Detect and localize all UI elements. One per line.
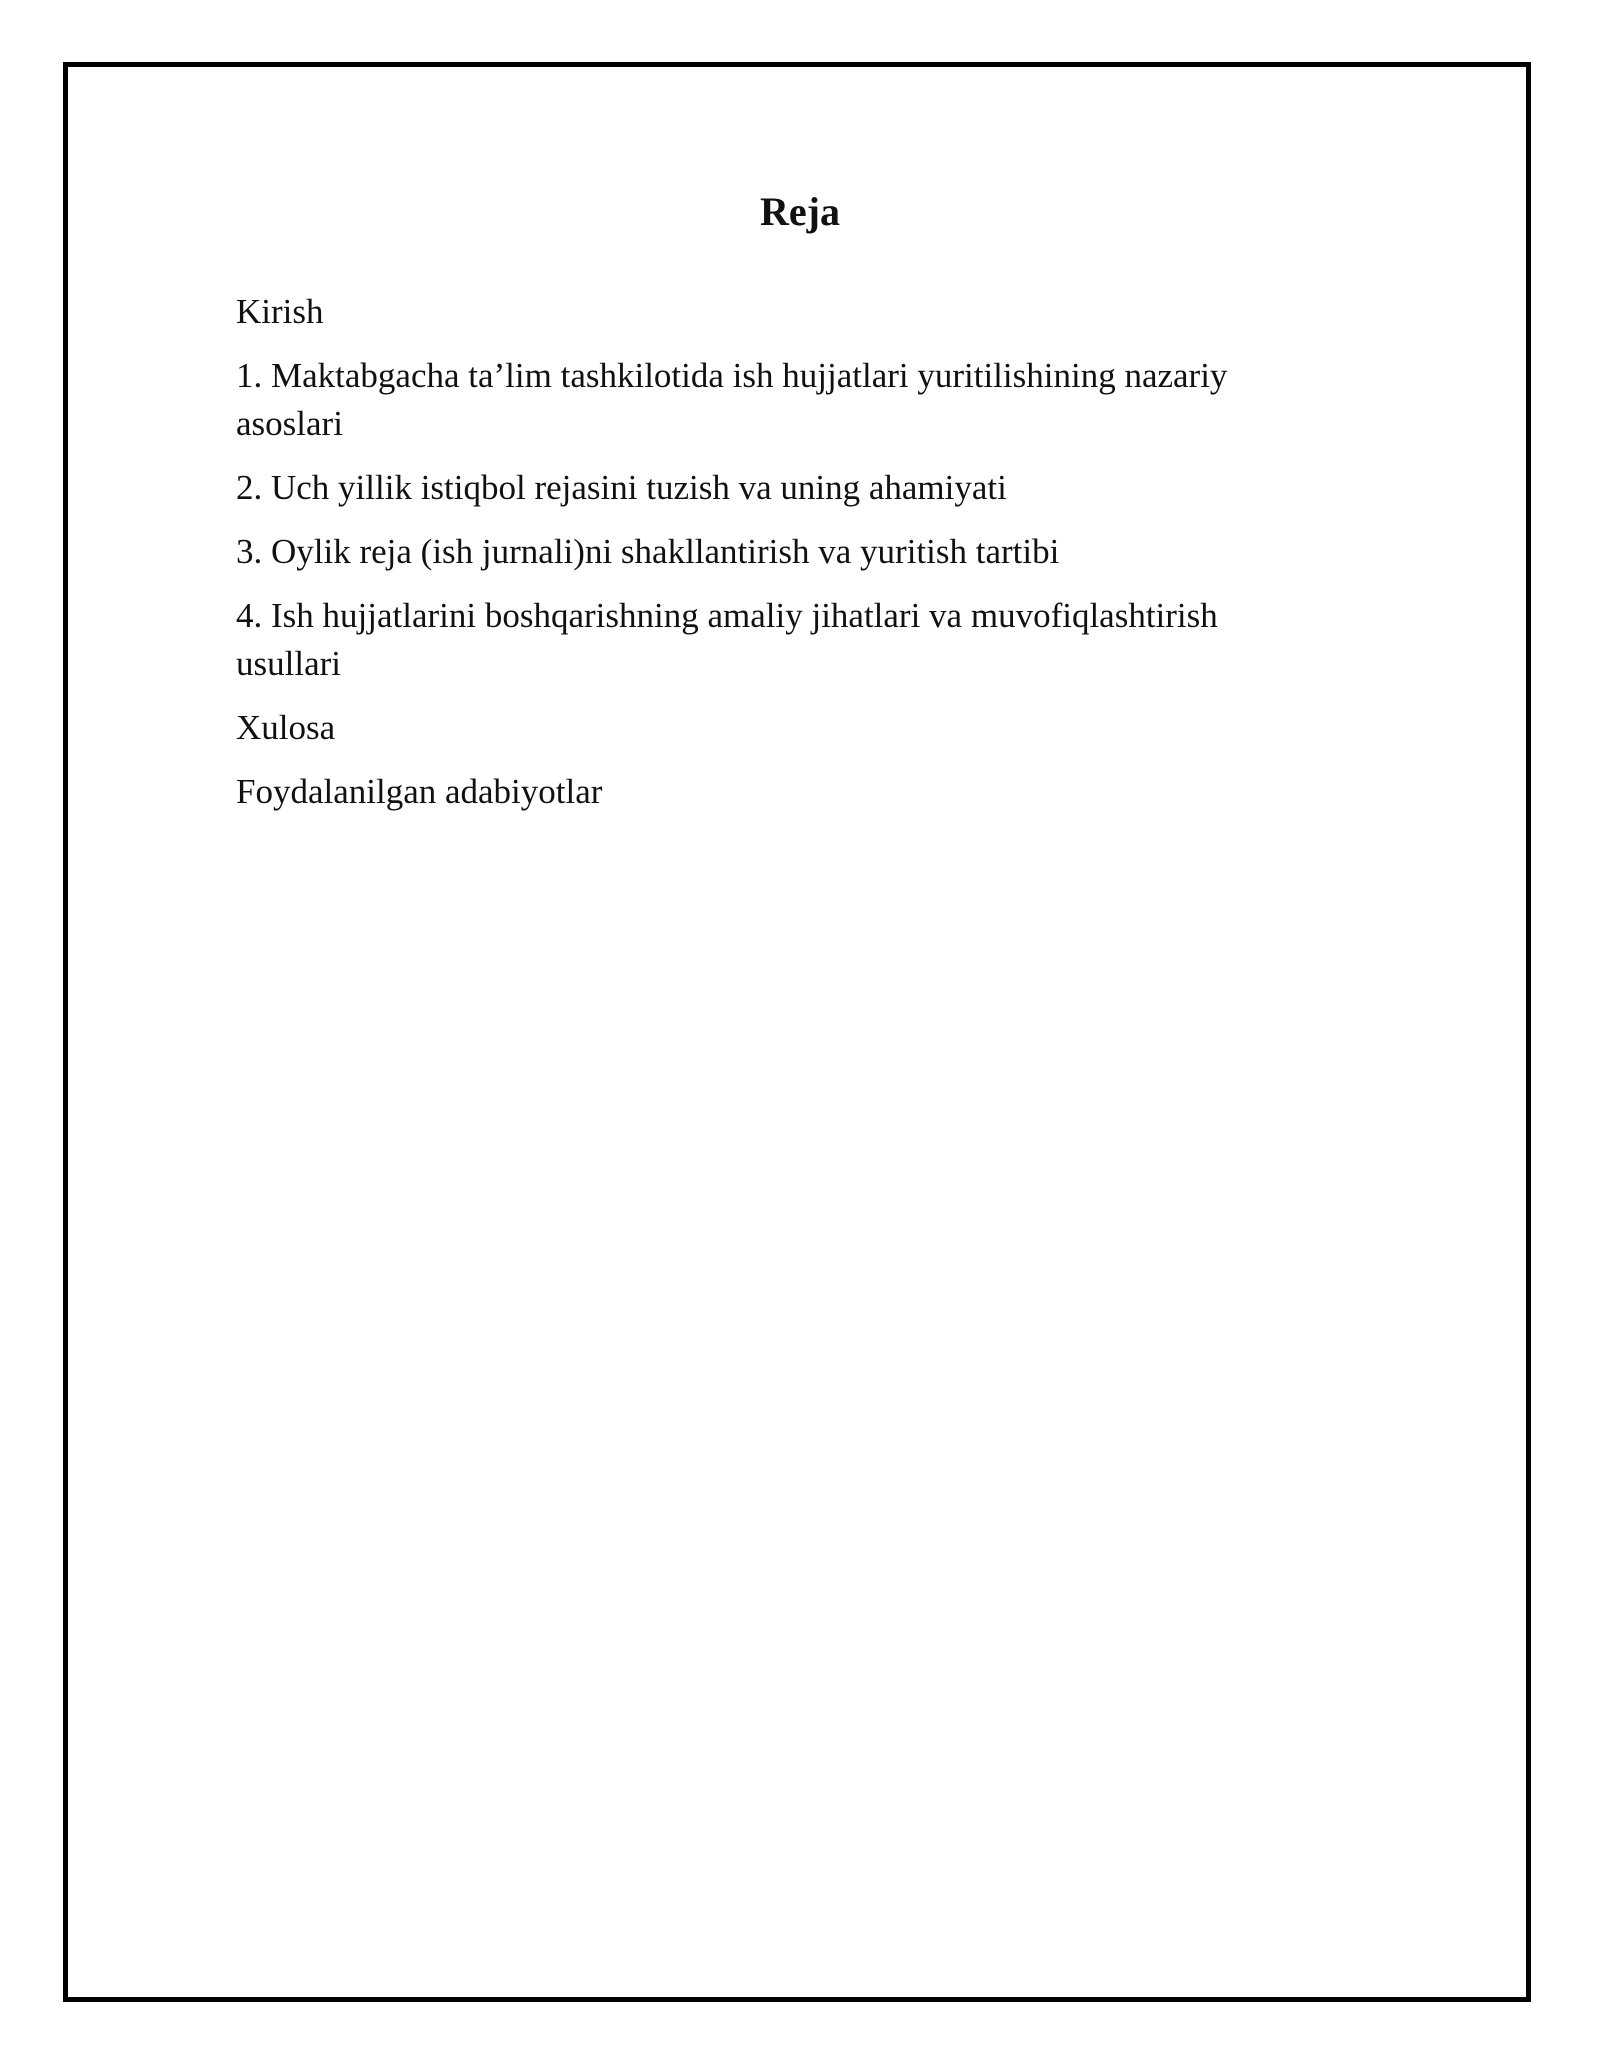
page-title: Reja bbox=[760, 189, 840, 234]
plan-list bbox=[236, 288, 1326, 832]
plan-item-2: 2. Uch yillik istiqbol rejasini tuzish va uning ahamiyati bbox=[236, 468, 1007, 507]
plan-item-3: 3. Oylik reja (ish jurnali)ni shakllantirish va yuritish tartibi bbox=[236, 532, 1060, 571]
plan-item-references: Foydalanilgan adabiyotlar bbox=[236, 772, 603, 811]
plan-item-4: 4. Ish hujjatlarini boshqarishning amaliy jihatlari va muvofiqlashtirish usullari bbox=[236, 596, 1218, 683]
plan-item-1: 1. Maktabgacha ta’lim tashkilotida ish hujjatlari yuritilishining nazariy asoslari bbox=[236, 356, 1228, 443]
plan-item-conclusion: Xulosa bbox=[236, 708, 336, 747]
plan-item-intro: Kirish bbox=[236, 292, 324, 331]
